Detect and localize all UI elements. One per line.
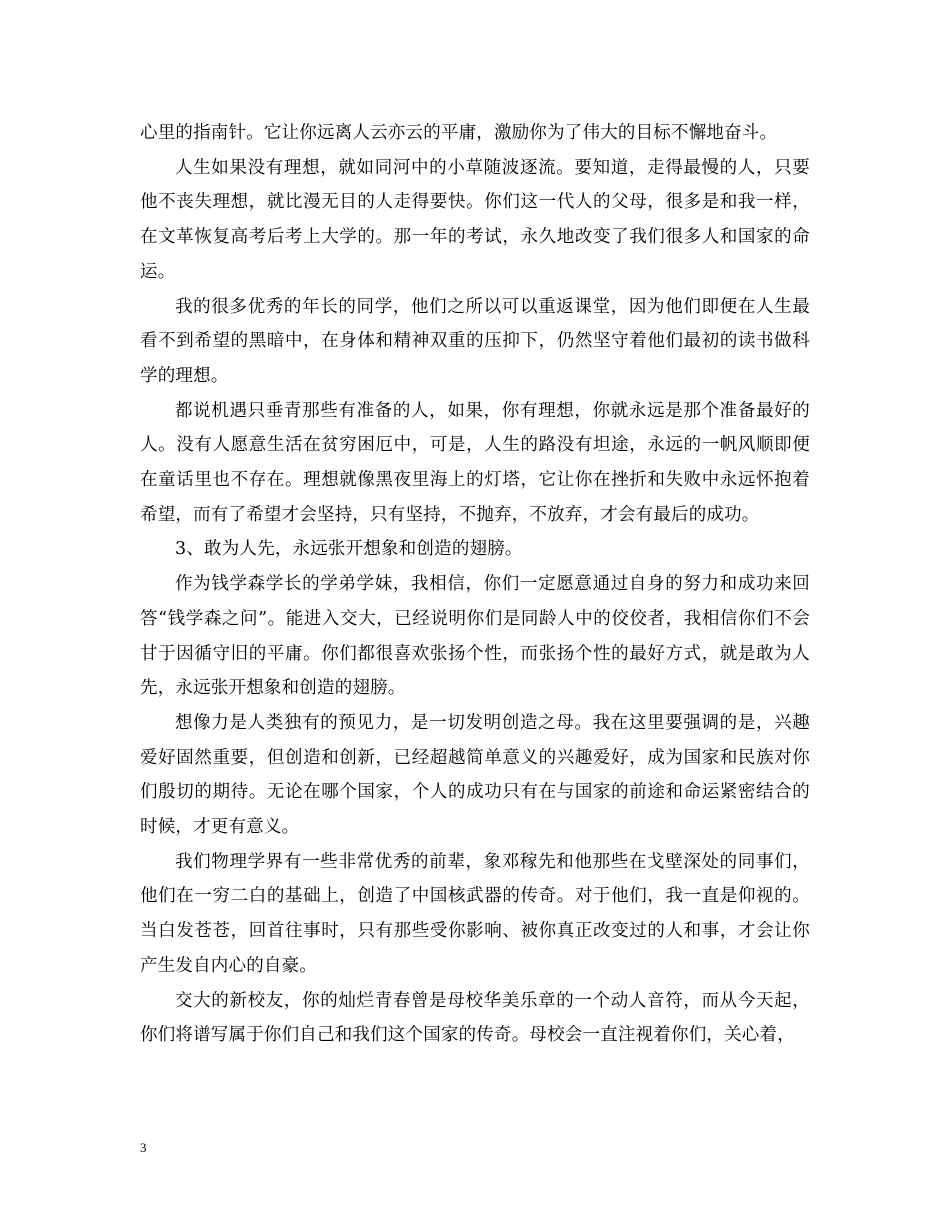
body-text bbox=[140, 116, 810, 1053]
paragraph-7: 我们物理学界有一些非常优秀的前辈，象邓稼先和他那些在戈壁深处的同事们，他们在一穷二白的基础上，创造了中国核武器的传奇。对于他们，我一直是仰视的。当白发苍苍，回首往事时，只有那些受你影响、被你真正改变过的人和事，才会让你产生发自内心的自豪。 bbox=[140, 851, 810, 976]
paragraph-5: 作为钱学森学长的学弟学妹，我相信，你们一定愿意通过自身的努力和成功来回答“钱学森之问”。能进入交大，已经说明你们是同龄人中的佼佼者，我相信你们不会甘于因循守旧的平庸。你们都很喜欢张扬个性，而张扬个性的最好方式，就是敢为人先，永远张开想象和创造的翅膀。 bbox=[140, 574, 810, 699]
paragraph-3: 我的很多优秀的年长的同学，他们之所以可以重返课堂，因为他们即便在人生最看不到希望的黑暗中，在身体和精神双重的压抑下，仍然坚守着他们最初的读书做科学的理想。 bbox=[140, 296, 810, 386]
paragraph-6: 想像力是人类独有的预见力，是一切发明创造之母。我在这里要强调的是，兴趣爱好固然重要，但创造和创新，已经超越简单意义的兴趣爱好，成为国家和民族对你们殷切的期待。无论在哪个国家，个人的成功只有在与国家的前途和命运紧密结合的时候，才更有意义。 bbox=[140, 712, 810, 838]
section-heading: 3、敢为人先，永远张开想象和创造的翅膀。 bbox=[175, 539, 523, 560]
paragraph-2: 人生如果没有理想，就如同河中的小草随波逐流。要知道，走得最慢的人，只要他不丧失理想，就比漫无目的人走得要快。你们这一代人的父母，很多是和我一样，在文革恢复高考后考上大学的。那一年的考试，永久地改变了我们很多人和国家的命运。 bbox=[140, 157, 810, 282]
paragraph-8: 交大的新校友，你的灿烂青春曾是母校华美乐章的一个动人音符，而从今天起，你们将谱写属于你们自己和我们这个国家的传奇。母校会一直注视着你们，关心着， bbox=[140, 990, 810, 1046]
paragraph-4: 都说机遇只垂青那些有准备的人，如果，你有理想，你就永远是那个准备最好的人。没有人愿意生活在贫穷困厄中，可是，人生的路没有坦途，永远的一帆风顺即便在童话里也不存在。理想就像黑夜里海上的灯塔，它让你在挫折和失败中永远怀抱着希望，而有了希望才会坚持，只有坚持，不抛弃，不放弃，才会有最后的成功。 bbox=[140, 400, 810, 525]
page-number: 3 bbox=[140, 1140, 147, 1155]
paragraph-1: 心里的指南针。它让你远离人云亦云的平庸，激励你为了伟大的目标不懈地奋斗。 bbox=[140, 123, 778, 143]
